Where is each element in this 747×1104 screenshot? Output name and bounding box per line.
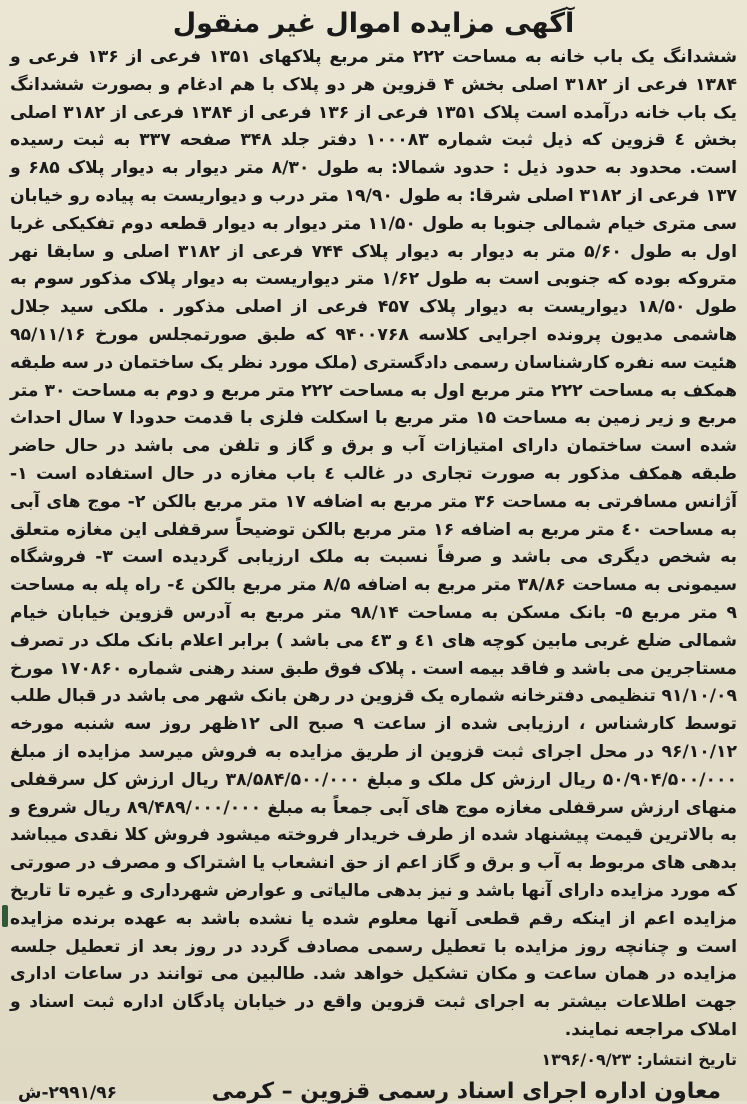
reference-number: ۲۹۹۱/۹۶-ش — [18, 1082, 117, 1103]
notice-body: ششدانگ یک باب خانه به مساحت ۲۲۲ متر مربع پلاکهای ۱۳۵۱ فرعی از ۱۳۶ فرعی و ۱۳۸۴ فرعی از ۳۱۸۲ اصلی بخش ۴ قزوین هر دو پلاک با هم ادغام و بصورت ششدانگ یک باب خانه درآمده است پلاک ۱۳۵۱ فرعی از ۱۳۶ فرعی از ۱۳۸۴ فرعی از ۳۱۸۲ اصلی بخش ٤ قزوین که ذیل ثبت شماره ۱۰۰۰۸۳ دفتر جلد ۳۴۸ صفحه ۳۳۷ به ثبت رسیده است. محدود به حدود ذیل : حدود شمالا: به طول ۸/۳۰ متر دیوار به دیوار پلاک ۶۸۵ و ۱۳۷ فرعی از ۳۱۸۲ اصلی شرقا: به طول ۱۹/۹۰ متر درب و دیواریست به پیاده رو خیابان سی متری خیام شمالی جنوبا به طول ۱۱/۵۰ متر دیوار به دیوار قطعه دوم تفکیکی غربا اول به طول ۵/۶۰ متر به دیوار به دیوار پلاک ۷۴۴ فرعی از ۳۱۸۲ اصلی و سابقا نهر متروکه بوده که جنوبی است به طول ۱/۶۲ متر دیواریست به دیوار پلاک مذکور سوم به طول ۱۸/۵۰ دیواریست به دیوار پلاک ۴۵۷ فرعی از اصلی مذکور . ملکی سید جلال هاشمی مدیون پرونده اجرایی کلاسه ۹۴۰۰۷۶۸ که طبق صورتمجلس مورخ ۹۵/۱۱/۱۶ هئیت سه نفره کارشناسان رسمی دادگستری (ملک مورد نظر یک ساختمان در سه طبقه همکف به مساحت ۲۲۲ متر مربع اول به مساحت ۲۲۲ متر مربع و دوم به مساحت ۳۰ متر مربع و زیر زمین به مساحت ۱۵ متر مربع با اسکلت فلزی با قدمت حدودا ۷ سال احداث شده است ساختمان دارای امتیازات آب و برق و گاز و تلفن می باشد در حال حاضر طبقه همکف مذکور به صورت تجاری در غالب ٤ باب مغازه در حال استفاده است ۱- آژانس مسافرتی به مساحت ۳۶ متر مربع به اضافه ۱۷ متر مربع بالکن ۲- موج های آبی به مساحت ٤۰ متر مربع به اضافه ۱۶ متر مربع بالکن توضیحاً سرقفلی این مغازه متعلق به شخص دیگری می باشد و صرفاً نسبت به ملک ارزیابی گردیده است ۳- فروشگاه سیمونی به مساحت ۳۸/۸۶ متر مربع به اضافه ۸/۵ متر مربع بالکن ٤- راه پله به مساحت ۹ متر مربع ۵- بانک مسکن به مساحت ۹۸/۱۴ متر مربع به آدرس قزوین خیابان خیام شمالی ضلع غربی مابین کوچه های ٤۱ و ٤۳ می باشد ) برابر اعلام بانک ملک در تصرف مستاجرین می باشد و فاقد بیمه است . پلاک فوق طبق سند رهنی شماره ۱۷۰۸۶۰ مورخ ۹۱/۱۰/۰۹ تنظیمی دفترخانه شماره یک قزوین در رهن بانک شهر می باشد در قبال طلب توسط کارشناس ، ارزیابی شده از ساعت ۹ صبح الی ۱۲ظهر روز سه شنبه مورخه ۹۶/۱۰/۱۲ در محل اجرای ثبت قزوین از طریق مزایده به فروش میرسد مزایده از مبلغ ۵۰/۹۰۴/۵۰۰/۰۰۰ ریال ارزش کل ملک و مبلغ ۳۸/۵۸۴/۵۰۰/۰۰۰ ریال ارزش کل سرقفلی منهای ارزش سرقفلی مغازه موج های آبی جمعاً به مبلغ ۸۹/۴۸۹/۰۰۰/۰۰۰ ریال شروع و به بالاترین قیمت پیشنهاد شده از طرف خریدار فروخته میشود فروش کلا نقدی میباشد بدهی های مربوط به آب و برق و گاز اعم از حق انشعاب یا اشتراک و مصرف در صورتی که مورد مزایده دارای آنها باشد و نیز بدهی مالیاتی و عوارض شهرداری و غیره تا تاریخ مزایده اعم از اینکه رقم قطعی آنها معلوم شده یا نشده باشد به عهده برنده مزایده است و چنانچه روز مزایده با تعطیل رسمی مصادف گردد در روز بعد از تعطیل جلسه مزایده در همان ساعت و مکان تشکیل خواهد شد. طالبین می توانند در ساعات اداری جهت اطلاعات بیشتر به اجرای ثبت قزوین واقع در خیابان پادگان اداره ثبت اسناد و املاک مراجعه نمایند. — [10, 47, 738, 1040]
notice-footer — [10, 1079, 737, 1104]
edge-mark-decoration — [2, 905, 8, 927]
notice-title: آگهی مزایده اموال غیر منقول — [172, 8, 575, 39]
signature-line: معاون اداره اجرای اسناد رسمی قزوین – کرمی — [211, 1078, 721, 1104]
publication-date: تاریخ انتشار: ۱۳۹۶/۰۹/۲۳ — [541, 1049, 737, 1069]
